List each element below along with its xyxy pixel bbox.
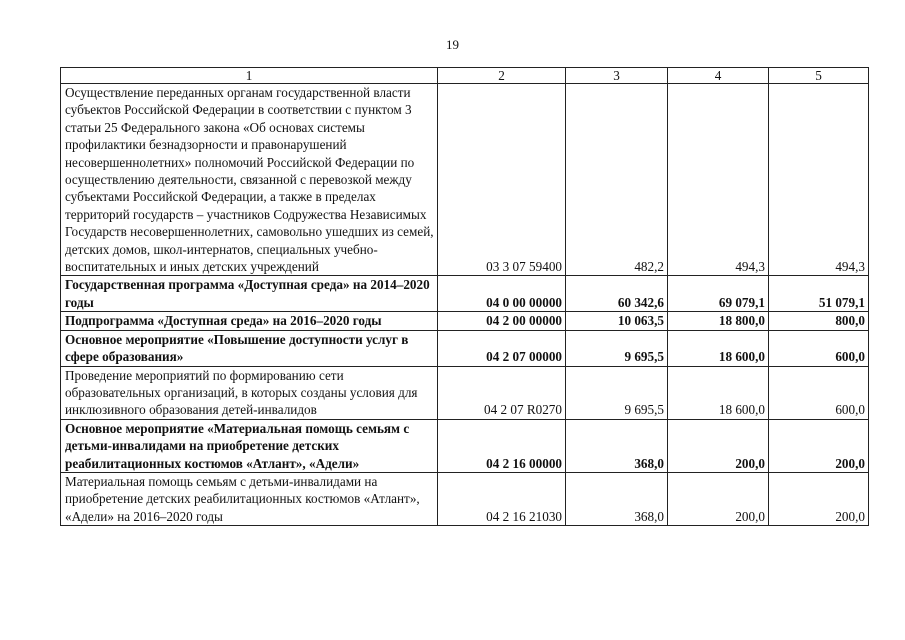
header-col-2: 2 [438, 68, 566, 84]
row-value-col5: 600,0 [769, 330, 869, 366]
header-col-3: 3 [566, 68, 668, 84]
row-name: Государственная программа «Доступная среда» на 2014–2020 годы [61, 276, 438, 312]
row-value-col3: 9 695,5 [566, 330, 668, 366]
table-row [61, 84, 869, 276]
budget-table [60, 67, 869, 526]
row-value-col3: 60 342,6 [566, 276, 668, 312]
row-code: 03 3 07 59400 [438, 84, 566, 276]
table-row [61, 312, 869, 330]
row-code: 04 0 00 00000 [438, 276, 566, 312]
row-value-col4: 18 800,0 [668, 312, 769, 330]
row-value-col5: 51 079,1 [769, 276, 869, 312]
row-code: 04 2 16 21030 [438, 472, 566, 525]
row-value-col3: 10 063,5 [566, 312, 668, 330]
table-row [61, 276, 869, 312]
row-value-col4: 494,3 [668, 84, 769, 276]
table-header-row [61, 68, 869, 84]
table-row [61, 366, 869, 419]
row-name: Проведение мероприятий по формированию сети образовательных организаций, в которых созданы условия для инклюзивного образования детей-инвалидов [61, 366, 438, 419]
row-code: 04 2 16 00000 [438, 419, 566, 472]
row-code: 04 2 07 00000 [438, 330, 566, 366]
row-value-col3: 368,0 [566, 472, 668, 525]
row-name: Основное мероприятие «Материальная помощь семьям с детьми-инвалидами на приобретение детских реабилитационных костюмов «Атлант», «Адели» [61, 419, 438, 472]
row-value-col4: 200,0 [668, 472, 769, 525]
header-col-5: 5 [769, 68, 869, 84]
table-row [61, 419, 869, 472]
row-name: Материальная помощь семьям с детьми-инвалидами на приобретение детских реабилитационных костюмов «Атлант», «Адели» на 2016–2020 годы [61, 472, 438, 525]
row-value-col5: 200,0 [769, 419, 869, 472]
row-value-col4: 200,0 [668, 419, 769, 472]
row-value-col5: 494,3 [769, 84, 869, 276]
header-col-1: 1 [61, 68, 438, 84]
row-name: Подпрограмма «Доступная среда» на 2016–2020 годы [61, 312, 438, 330]
row-value-col3: 482,2 [566, 84, 668, 276]
row-value-col5: 600,0 [769, 366, 869, 419]
row-code: 04 2 07 R0270 [438, 366, 566, 419]
row-name: Основное мероприятие «Повышение доступности услуг в сфере образования» [61, 330, 438, 366]
row-value-col5: 800,0 [769, 312, 869, 330]
page-number: 19 [446, 37, 459, 52]
row-code: 04 2 00 00000 [438, 312, 566, 330]
header-col-4: 4 [668, 68, 769, 84]
row-name: Осуществление переданных органам государственной власти субъектов Российской Федерации в соответствии с пунктом 3 статьи 25 Федерального закона «Об основах системы профилактики безнадзорности и правонарушений несовершеннолетних» полномочий Российской Федерации по осуществлению деятельности, связанной с перевозкой между субъектами Российской Федерации, а также в пределах территорий государств – участников Содружества Независимых Государств несовершеннолетних, самовольно ушедших из семей, детских домов, школ-интернатов, специальных учебно-воспитательных и иных детских учреждений [61, 84, 438, 276]
row-value-col3: 9 695,5 [566, 366, 668, 419]
row-value-col5: 200,0 [769, 472, 869, 525]
table-row [61, 330, 869, 366]
row-value-col4: 18 600,0 [668, 330, 769, 366]
row-value-col4: 69 079,1 [668, 276, 769, 312]
table-row [61, 472, 869, 525]
row-value-col3: 368,0 [566, 419, 668, 472]
row-value-col4: 18 600,0 [668, 366, 769, 419]
